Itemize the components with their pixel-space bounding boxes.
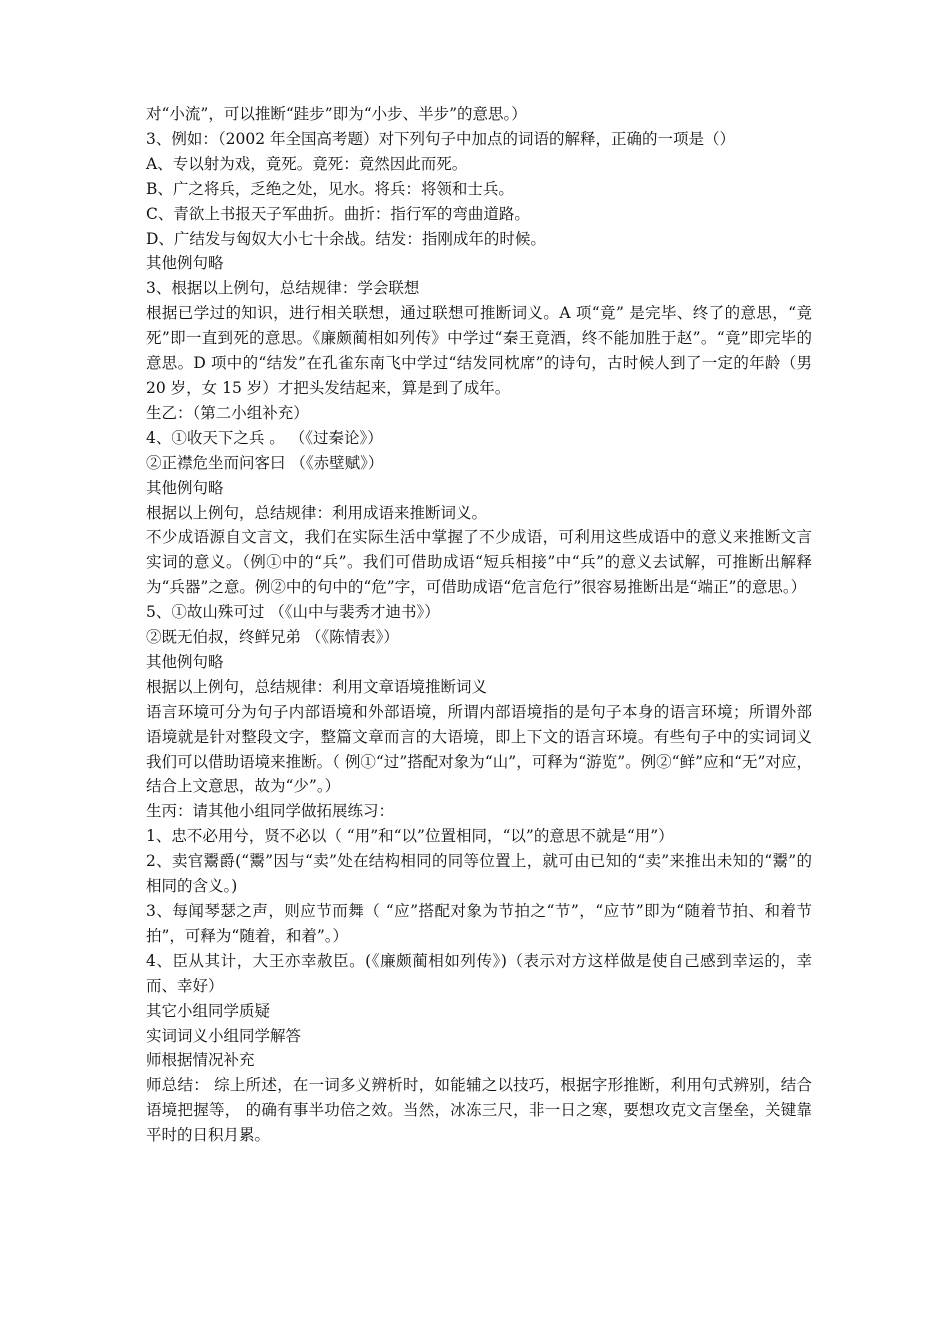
paragraph: 2、卖官鬻爵(“鬻”因与“卖”处在结构相同的同等位置上，就可由已知的“卖”来推出未知的“鬻”的相同的含义。) bbox=[146, 852, 812, 896]
paragraph: 其他例句略 bbox=[146, 652, 224, 671]
paragraph: 3、每闻琴瑟之声，则应节而舞（ “应”搭配对象为节拍之“节”，“应节”即为“随着节拍、和着节拍”，可释为“随着，和着”。） bbox=[146, 902, 812, 945]
paragraph: 3、根据以上例句，总结规律：学会联想 bbox=[146, 279, 420, 298]
paragraph: 师根据情况补充 bbox=[146, 1051, 255, 1070]
paragraph: 5、①故山殊可过 （《山中与裴秀才迪书》） bbox=[146, 603, 440, 622]
paragraph: B、广之将兵，乏绝之处，见水。将兵：将领和士兵。 bbox=[146, 179, 514, 198]
paragraph: C、青欲上书报天子军曲折。曲折：指行军的弯曲道路。 bbox=[146, 204, 530, 223]
paragraph: 师总结： 综上所述，在一词多义辨析时，如能辅之以技巧，根据字形推断，利用句式辨别，结合语境把握等， 的确有事半功倍之效。当然，冰冻三尺，非一日之寒，要想攻克文言堡垒，关键靠平时的日积月累。 bbox=[146, 1076, 812, 1145]
document-page bbox=[146, 102, 812, 1148]
paragraph: ②既无伯叔，终鲜兄弟 （《陈情表》） bbox=[146, 628, 399, 647]
paragraph: 其他例句略 bbox=[146, 478, 224, 497]
paragraph: 根据以上例句，总结规律：利用成语来推断词义。 bbox=[146, 503, 488, 522]
paragraph: D、广结发与匈奴大小七十余战。结发：指刚成年的时候。 bbox=[146, 229, 546, 248]
paragraph: 语言环境可分为句子内部语境和外部语境，所谓内部语境指的是句子本身的语言环境；所谓外部语境就是针对整段文字，整篇文章而言的大语境，即上下文的语言环境。有些句子中的实词词义我们可以借助语境来推断。（ 例①“过”搭配对象为“山”，可释为“游览”。例②“鲜”应和“无”对应，结合上文意思，故为“少”。） bbox=[146, 702, 812, 796]
paragraph: A、专以射为戏，竟死。竟死：竟然因此而死。 bbox=[146, 154, 468, 173]
paragraph: 4、臣从其计，大王亦幸赦臣。(《廉颇蔺相如列传》)（表示对方这样做是使自己感到幸运的，幸而、幸好） bbox=[146, 951, 812, 995]
paragraph: 其它小组同学质疑 bbox=[146, 1001, 271, 1020]
paragraph: 对“小流”，可以推断“跬步”即为“小步、半步”的意思。） bbox=[146, 105, 527, 123]
paragraph: 实词词义小组同学解答 bbox=[146, 1026, 302, 1045]
paragraph: 生丙：请其他小组同学做拓展练习： bbox=[146, 802, 395, 821]
paragraph: 1、忠不必用兮，贤不必以（ “用”和“以”位置相同，“以”的意思不就是“用”） bbox=[146, 827, 674, 846]
paragraph: 4、①收天下之兵 。 （《过秦论》） bbox=[146, 428, 383, 447]
paragraph: 根据已学过的知识，进行相关联想，通过联想可推断词义。A 项“竟” 是完毕、终了的意思，“竟死”即一直到死的意思。《廉颇蔺相如列传》中学过“秦王竟酒，终不能加胜于赵”。“竟”即完毕的意思。D 项中的“结发”在孔雀东南飞中学过“结发同枕席”的诗句，古时候人到了一定的年龄（男 20 岁，女 15 岁）才把头发结起来，算是到了成年。 bbox=[146, 304, 812, 397]
paragraph: 3、例如：（2002 年全国高考题）对下列句子中加点的词语的解释，正确的一项是（） bbox=[146, 129, 735, 148]
paragraph: 其他例句略 bbox=[146, 254, 224, 273]
paragraph: 根据以上例句，总结规律：利用文章语境推断词义 bbox=[146, 677, 488, 696]
paragraph: 生乙：（第二小组补充） bbox=[146, 403, 309, 422]
paragraph: ②正襟危坐而问客曰 （《赤壁赋》） bbox=[146, 453, 384, 472]
paragraph: 不少成语源自文言文，我们在实际生活中掌握了不少成语，可利用这些成语中的意义来推断文言实词的意义。（例①中的“兵”。我们可借助成语“短兵相接”中“兵”的意义去试解，可推断出解释为“兵器”之意。例②中的句中的“危”字，可借助成语“危言危行”很容易推断出是“端正”的意思。） bbox=[146, 528, 812, 597]
